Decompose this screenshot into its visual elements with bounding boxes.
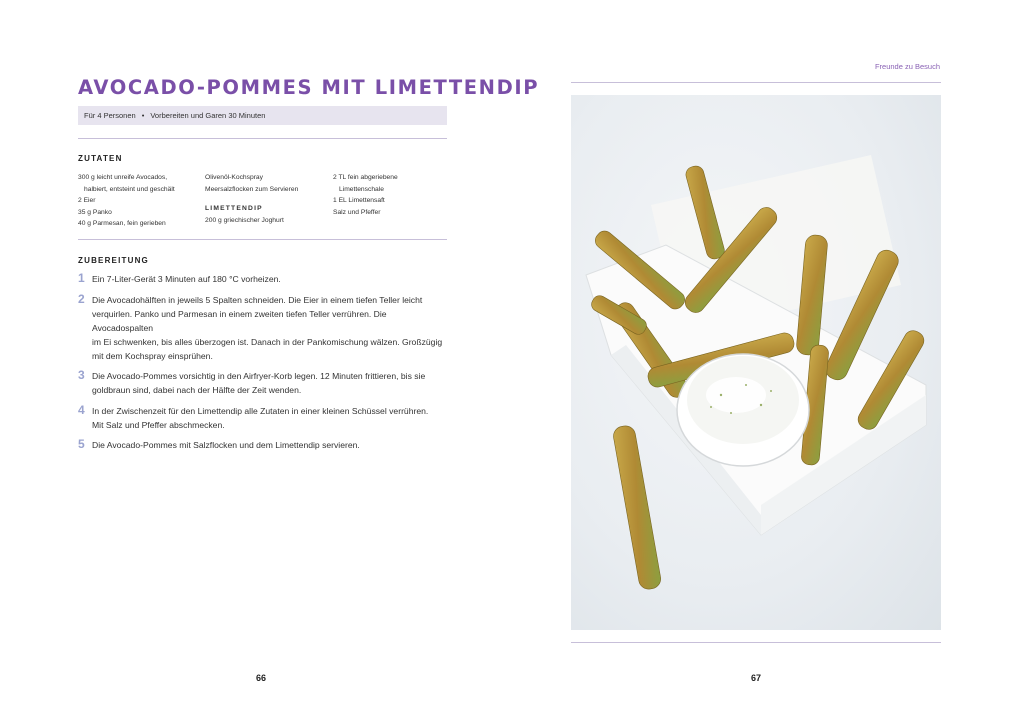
step-line: mit dem Kochspray einsprühen. [92, 350, 213, 361]
ingredient: Meersalzflocken zum Servieren [205, 185, 299, 193]
ingredient: 35 g Panko [78, 208, 112, 216]
page-number-left: 66 [256, 673, 267, 683]
ingredient: 2 Eier [78, 197, 96, 204]
ingredient: 200 g griechischer Joghurt [205, 216, 284, 224]
servings: Für 4 Personen [84, 111, 136, 120]
step-number: 2 [78, 291, 85, 306]
page-number-right: 67 [751, 673, 762, 683]
recipe-title: AVOCADO-POMMES MIT LIMETTENDIP [78, 76, 540, 99]
recipe-meta-bar [78, 106, 447, 125]
steps-list [78, 272, 448, 459]
step-number: 3 [78, 368, 85, 382]
step-number: 5 [78, 437, 85, 451]
ingredient: 300 g leicht unreife Avocados, [78, 174, 168, 181]
divider [571, 82, 941, 83]
step-line: Mit Salz und Pfeffer abschmecken. [92, 419, 225, 430]
divider [78, 239, 447, 240]
avocado-fries-illustration [571, 95, 941, 630]
step [78, 293, 448, 363]
ingredients-column-2 [205, 172, 298, 226]
ingredient: 2 TL fein abgeriebene [333, 174, 398, 181]
step [78, 369, 448, 397]
step [78, 272, 448, 286]
ingredient: 1 EL Limettensaft [333, 197, 385, 204]
preparation-heading: ZUBEREITUNG [78, 256, 149, 265]
step-line: Die Avocado-Pommes vorsichtig in den Airfryer-Korb legen. 12 Minuten frittieren, bis sie [92, 371, 426, 381]
step-line: Ein 7-Liter-Gerät 3 Minuten auf 180 °C vorheizen. [92, 274, 281, 284]
step-number: 4 [78, 402, 85, 417]
step-number: 1 [78, 271, 85, 285]
step-line: verquirlen. Panko und Parmesan in einem zweiten tiefen Teller verrühren. Die Avocadospalten [92, 308, 387, 333]
ingredient: 40 g Parmesan, fein gerieben [78, 220, 166, 227]
step-line: im Ei schwenken, bis alles überzogen ist. Danach in der Pankomischung wälzen. Großzügig [92, 336, 443, 347]
step-line: Die Avocadohälften in jeweils 5 Spalten schneiden. Die Eier in einem tiefen Teller leicht [92, 294, 423, 305]
meta-separator: • [141, 111, 145, 120]
ingredients-heading: ZUTATEN [78, 154, 123, 163]
ingredient: halbiert, entsteint und geschält [84, 185, 175, 193]
running-head: Freunde zu Besuch [874, 62, 940, 71]
divider [78, 138, 447, 139]
prep-time: Vorbereiten und Garen 30 Minuten [150, 111, 266, 120]
step-line: goldbraun sind, dabei nach der Hälfte der Zeit wenden. [92, 385, 302, 395]
ingredient: Salz und Pfeffer [333, 208, 381, 216]
step-line: Die Avocado-Pommes mit Salzflocken und dem Limettendip servieren. [92, 440, 360, 450]
recipe-photo [571, 95, 941, 630]
ingredient: Limettenschale [339, 185, 384, 193]
ingredients-column-1 [78, 172, 175, 230]
right-page [510, 0, 1020, 721]
step [78, 438, 448, 452]
ingredient: Olivenöl-Kochspray [205, 174, 263, 181]
dip-subheading: LIMETTENDIP [205, 205, 263, 212]
ingredients-column-3 [333, 172, 398, 218]
divider [571, 642, 941, 643]
step [78, 404, 448, 432]
step-line: In der Zwischenzeit für den Limettendip alle Zutaten in einer kleinen Schüssel verrühren. [92, 405, 429, 416]
